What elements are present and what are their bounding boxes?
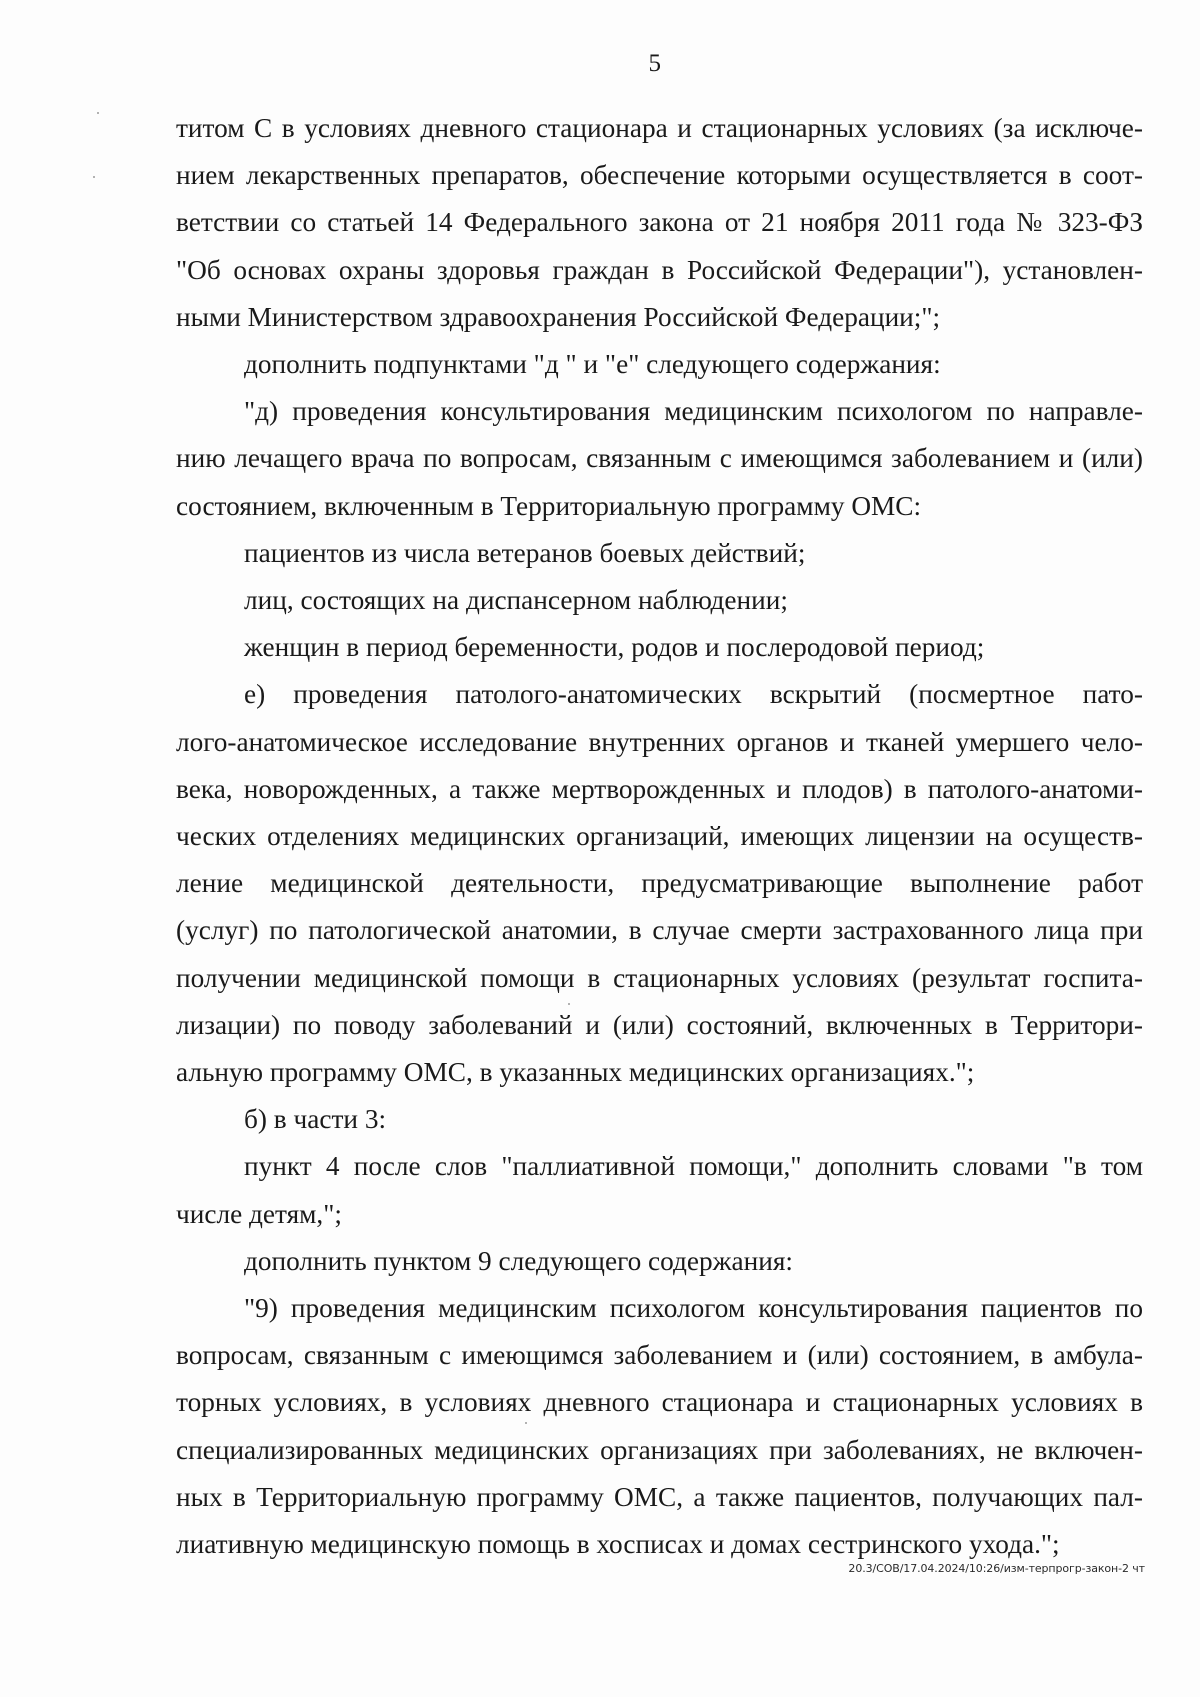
document-paragraph (176, 577, 1143, 624)
document-paragraph (176, 388, 1143, 530)
text-line: "д) проведения консультирования медицинским психологом по направле- (244, 396, 1143, 427)
text-line: е) проведения патолого-анатомических вскрытий (посмертное пато- (244, 679, 1143, 710)
text-line: "Об основах охраны здоровья граждан в Российской Федерации"), установлен- (176, 254, 1143, 285)
text-line: женщин в период беременности, родов и послеродовой период; (244, 632, 985, 663)
text-line: лизации) по поводу заболеваний и (или) состояний, включенных в Территори- (176, 1009, 1143, 1040)
text-line: нием лекарственных препаратов, обеспечение которыми осуществляется в соот- (176, 160, 1143, 191)
text-line: ных в Территориальную программу ОМС, а также пациентов, получающих пал- (176, 1481, 1143, 1512)
text-line: лиативную медицинскую помощь в хосписах и домах сестринского ухода."; (176, 1529, 1060, 1560)
text-line: альную программу ОМС, в указанных медицинских организациях."; (176, 1057, 975, 1088)
document-footer-code: 20.3/СОВ/17.04.2024/10:26/изм-терпрогр-закон-2 чт (848, 1562, 1145, 1575)
scan-speck (93, 176, 95, 178)
text-line: дополнить подпунктами "д " и "е" следующего содержания: (244, 349, 941, 380)
document-paragraph (176, 341, 1143, 388)
document-paragraph (176, 530, 1143, 577)
text-line: (услуг) по патологической анатомии, в случае смерти застрахованного лица при (176, 915, 1143, 946)
document-paragraph (176, 1238, 1143, 1285)
text-line: числе детям,"; (176, 1198, 342, 1229)
document-paragraph (176, 671, 1143, 1096)
document-paragraph (176, 1143, 1143, 1237)
text-line: получении медицинской помощи в стационарных условиях (результат госпита- (176, 962, 1143, 993)
text-line: пункт 4 после слов "паллиативной помощи," дополнить словами "в том (244, 1151, 1143, 1182)
page-number: 5 (648, 50, 662, 77)
text-line: века, новорожденных, а также мертворожденных и плодов) в патолого-анатоми- (176, 773, 1143, 804)
text-line: нию лечащего врача по вопросам, связанным с имеющимся заболеванием и (или) (176, 443, 1143, 474)
scan-speck (525, 1422, 527, 1424)
text-line: состоянием, включенным в Территориальную программу ОМС: (176, 490, 922, 521)
text-line: торных условиях, в условиях дневного стационара и стационарных условиях в (176, 1387, 1143, 1418)
text-line: ными Министерством здравоохранения Российской Федерации;"; (176, 301, 941, 332)
text-line: лиц, состоящих на диспансерном наблюдении; (244, 585, 788, 616)
document-paragraph (176, 1096, 1143, 1143)
document-paragraph (176, 1285, 1143, 1568)
text-line: пациентов из числа ветеранов боевых действий; (244, 537, 806, 568)
text-line: ление медицинской деятельности, предусматривающие выполнение работ (176, 868, 1143, 899)
text-line: "9) проведения медицинским психологом консультирования пациентов по (244, 1293, 1143, 1324)
text-line: лого-анатомическое исследование внутренних органов и тканей умершего чело- (176, 726, 1143, 757)
text-line: ческих отделениях медицинских организаций, имеющих лицензии на осуществ- (176, 821, 1143, 852)
document-body (176, 105, 1143, 1568)
text-line: вопросам, связанным с имеющимся заболеванием и (или) состоянием, в амбула- (176, 1340, 1143, 1371)
document-paragraph (176, 105, 1143, 341)
scan-speck (568, 1003, 570, 1005)
text-line: титом С в условиях дневного стационара и стационарных условиях (за исключе- (176, 113, 1143, 143)
document-paragraph (176, 624, 1143, 671)
scan-speck (97, 112, 99, 114)
text-line: ветствии со статьей 14 Федерального закона от 21 ноября 2011 года № 323-ФЗ (176, 207, 1143, 238)
text-line: дополнить пунктом 9 следующего содержания: (244, 1245, 794, 1276)
text-line: б) в части 3: (244, 1104, 387, 1135)
text-line: специализированных медицинских организациях при заболеваниях, не включен- (176, 1434, 1143, 1465)
